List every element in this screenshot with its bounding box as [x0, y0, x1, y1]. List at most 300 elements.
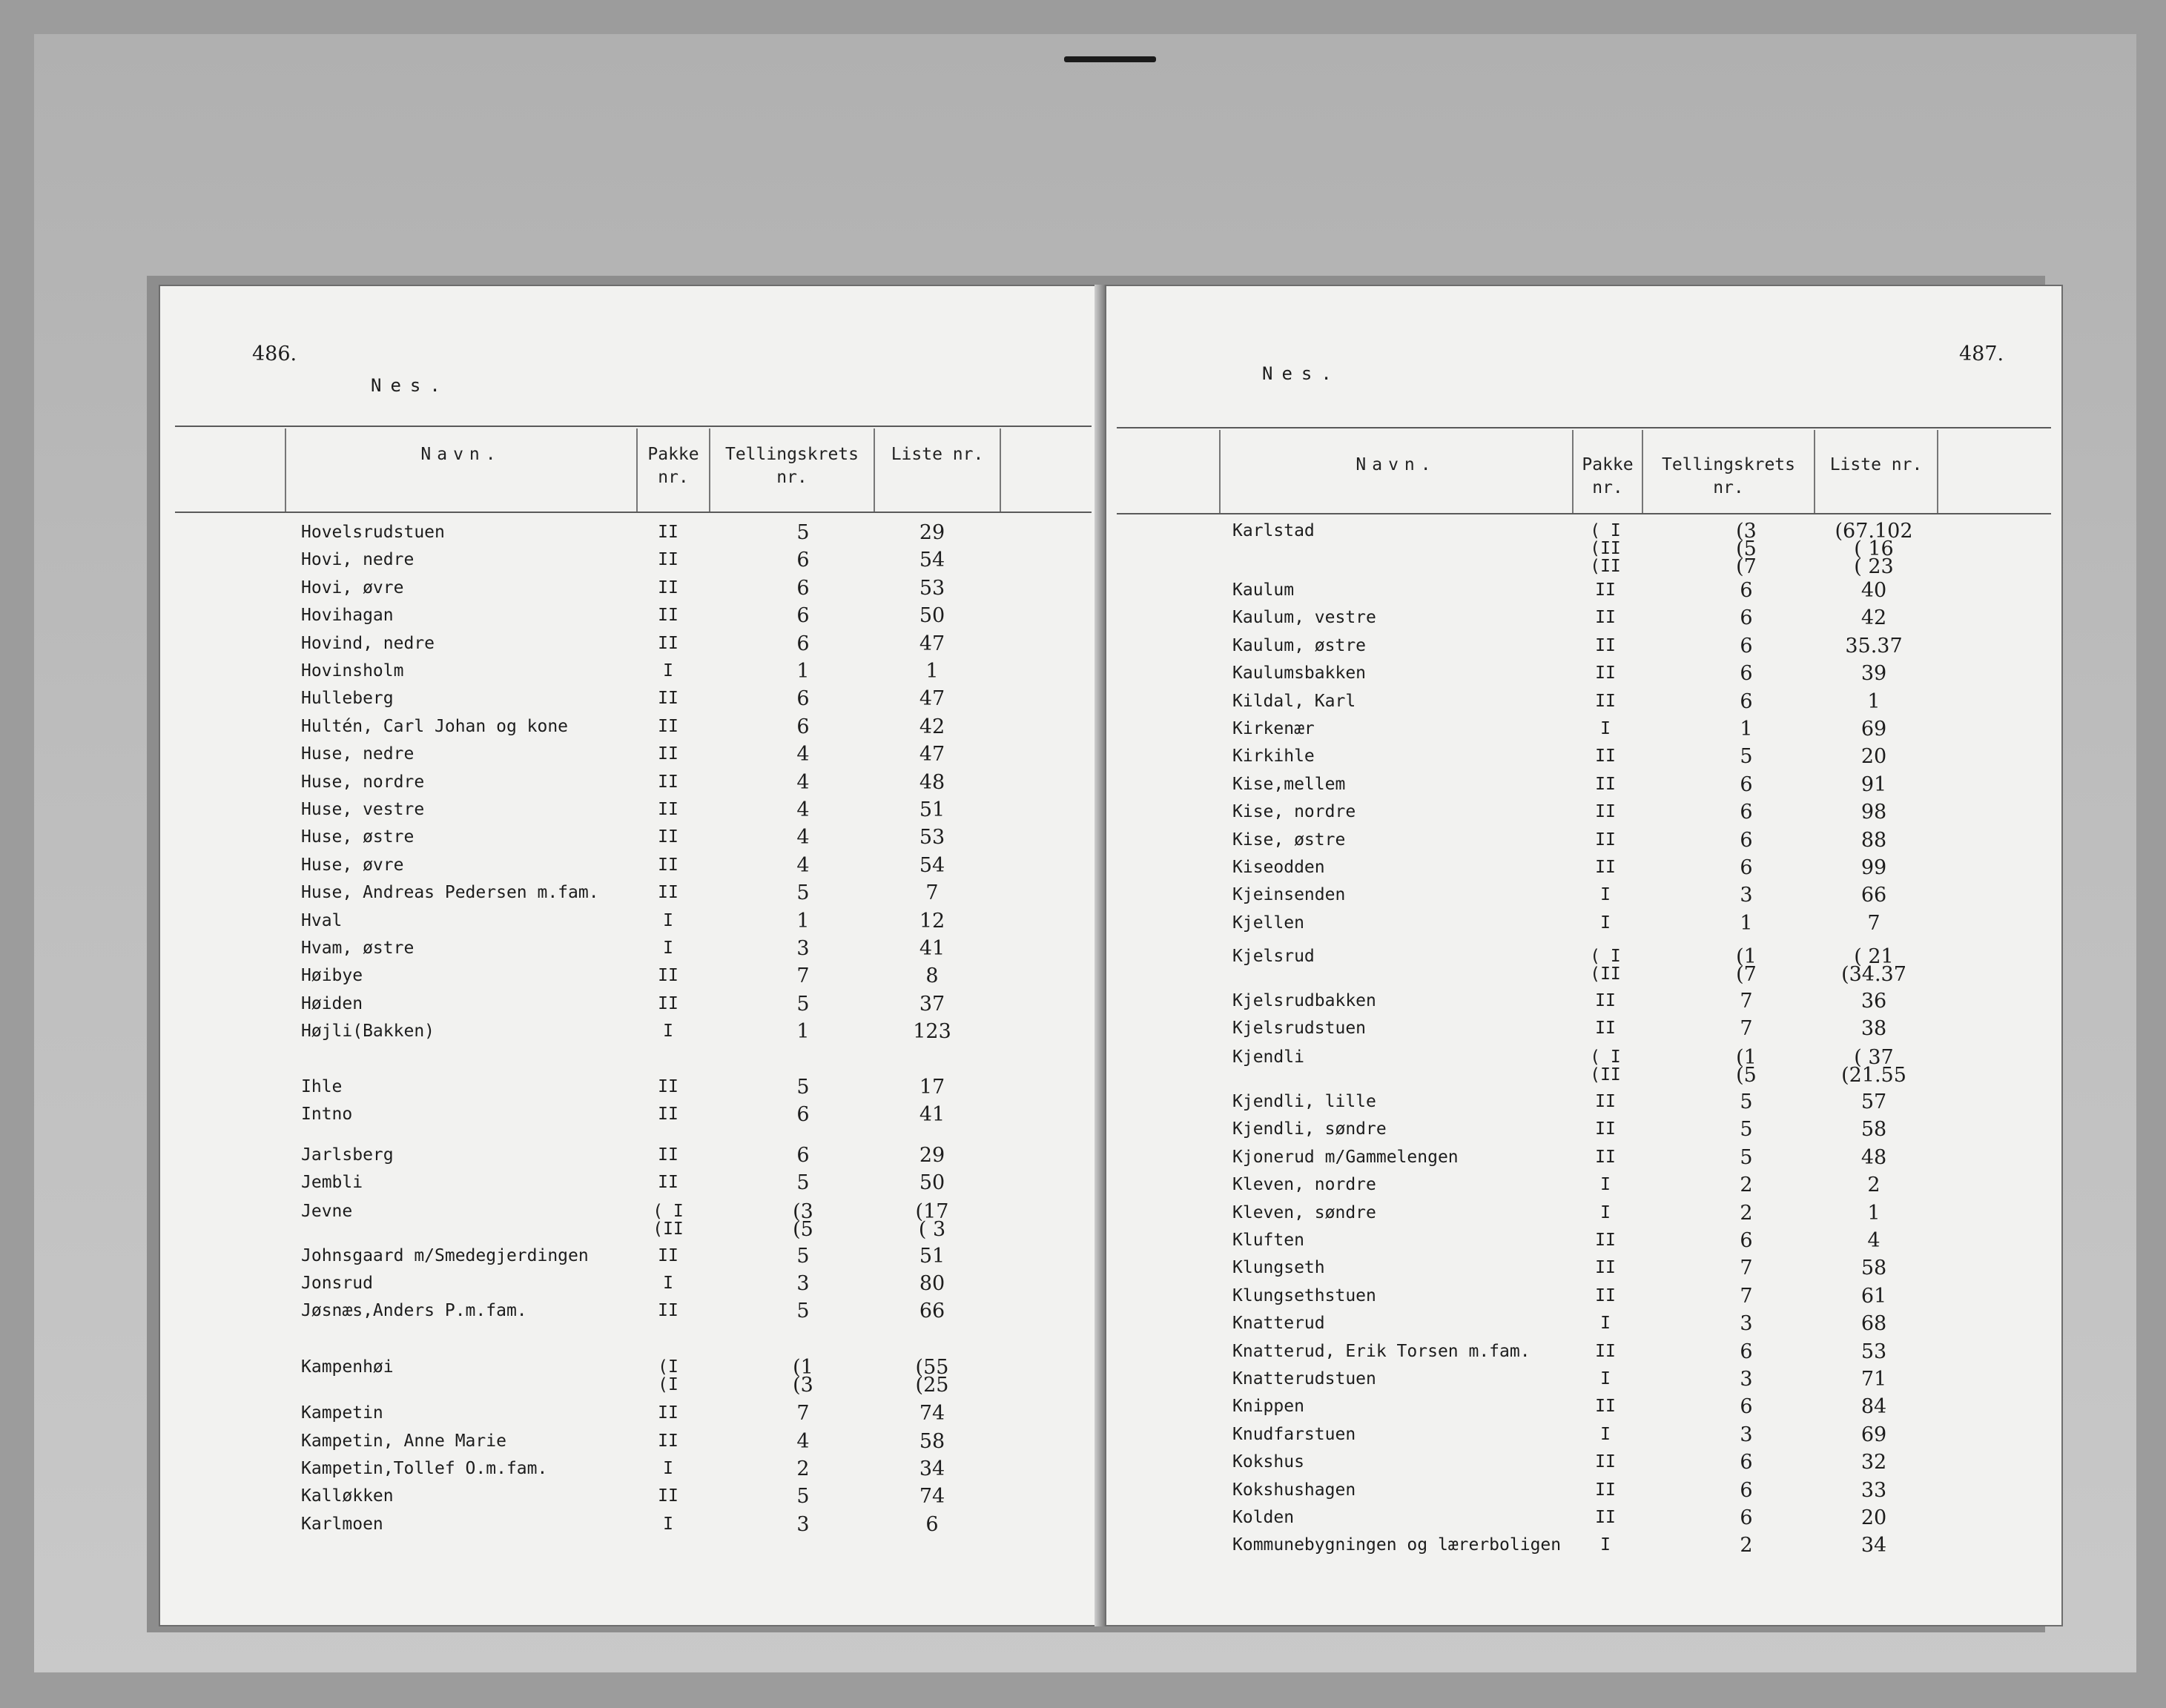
register-row — [1106, 1338, 2061, 1366]
entry-name: Hovinsholm — [301, 661, 404, 681]
column-divider — [285, 428, 286, 512]
entry-pakke: II — [658, 1173, 678, 1192]
entry-pakke: I — [663, 1515, 673, 1534]
entry-pakke: ( I — [1590, 947, 1621, 966]
entry-liste: 29 — [919, 521, 945, 544]
entry-liste: 4 — [1867, 1229, 1881, 1252]
entry-name: Kise, østre — [1232, 830, 1346, 850]
entry-pakke: II — [658, 1403, 678, 1423]
location-heading: Nes. — [371, 375, 449, 396]
entry-tellingskrets: (3 — [793, 1374, 813, 1397]
header-pakke: Pakke nr. — [1582, 455, 1634, 497]
entry-tellingskrets: (7 — [1736, 555, 1757, 578]
entry-name: Knatterud, Erik Torsen m.fam. — [1232, 1342, 1531, 1361]
entry-pakke: II — [1595, 1231, 1616, 1250]
entry-liste: (34.37 — [1841, 963, 1906, 986]
entry-tellingskrets: 1 — [796, 1020, 810, 1043]
entry-name: Kokshus — [1232, 1452, 1304, 1472]
entry-pakke: I — [1600, 1369, 1611, 1388]
entry-pakke: II — [1595, 1342, 1616, 1361]
entry-name: Kleven, nordre — [1232, 1175, 1376, 1194]
entry-liste: 47 — [919, 632, 945, 655]
entry-liste: 48 — [1860, 1146, 1887, 1169]
register-row — [160, 1400, 1102, 1427]
entry-pakke: II — [658, 578, 678, 598]
entry-pakke: I — [663, 911, 673, 930]
entry-pakke: II — [1595, 1092, 1616, 1111]
entry-pakke: II — [1595, 1119, 1616, 1139]
register-row — [160, 1455, 1102, 1483]
register-row — [160, 1297, 1102, 1325]
entry-liste: 54 — [919, 854, 945, 877]
register-row — [1106, 632, 2061, 660]
entry-pakke: II — [658, 827, 678, 847]
entry-name: Hultén, Carl Johan og kone — [301, 717, 569, 736]
register-row — [160, 907, 1102, 935]
entry-tellingskrets: 6 — [1740, 1395, 1753, 1418]
entry-pakke: II — [1595, 1258, 1616, 1277]
entry-tellingskrets: 6 — [796, 715, 810, 738]
register-row — [1106, 1015, 2061, 1042]
header-name: Navn. — [1356, 455, 1437, 474]
entry-tellingskrets: 3 — [1740, 884, 1753, 907]
entry-pakke: II — [1595, 830, 1616, 850]
entry-liste: ( 21 — [1854, 945, 1894, 968]
register-row — [1106, 1199, 2061, 1227]
register-row — [1106, 660, 2061, 687]
entry-pakke: II — [658, 744, 678, 764]
entry-tellingskrets: 3 — [796, 937, 810, 960]
entry-name: Kleven, søndre — [1232, 1203, 1376, 1222]
entry-tellingskrets: 4 — [796, 826, 810, 849]
register-row — [1106, 604, 2061, 632]
entry-liste: (17 — [915, 1200, 949, 1223]
entry-liste: 37 — [919, 993, 945, 1016]
entry-liste: 1 — [925, 660, 939, 683]
entry-pakke: II — [1595, 858, 1616, 877]
entry-name: Hvam, østre — [301, 939, 415, 958]
entry-pakke: II — [658, 1246, 678, 1265]
entry-liste: (55 — [915, 1356, 949, 1379]
register-row — [1106, 1449, 2061, 1476]
entry-tellingskrets: 7 — [1740, 1257, 1753, 1280]
entry-tellingskrets: 2 — [1740, 1534, 1753, 1557]
entry-name: Kjelsrudbakken — [1232, 991, 1376, 1010]
register-row — [160, 824, 1102, 851]
page-number: 487. — [1959, 342, 2004, 365]
register-row — [1106, 1062, 2061, 1089]
entry-pakke: II — [1595, 991, 1616, 1010]
entry-name: Huse, østre — [301, 827, 415, 847]
entry-tellingskrets: 7 — [796, 1402, 810, 1425]
register-row — [1106, 1144, 2061, 1171]
entry-pakke: I — [1600, 719, 1611, 738]
entry-pakke: II — [1595, 1397, 1616, 1416]
entry-name: Huse, nedre — [301, 744, 415, 764]
register-row — [1106, 1504, 2061, 1532]
entry-tellingskrets: 4 — [796, 743, 810, 766]
entry-pakke: II — [1595, 608, 1616, 627]
entry-pakke: I — [663, 1459, 673, 1478]
entry-name: Kise, nordre — [1232, 802, 1356, 821]
entry-tellingskrets: 1 — [796, 910, 810, 933]
entry-tellingskrets: 3 — [1740, 1368, 1753, 1391]
page-number: 486. — [252, 342, 297, 365]
entry-liste: 8 — [925, 964, 939, 987]
entry-tellingskrets: 2 — [796, 1457, 810, 1480]
entry-tellingskrets: 6 — [796, 687, 810, 710]
entry-pakke: I — [1600, 1314, 1611, 1333]
entry-pakke: II — [1595, 775, 1616, 794]
entry-pakke: II — [1595, 1019, 1616, 1038]
entry-pakke: II — [658, 1145, 678, 1165]
entry-tellingskrets: 3 — [1740, 1312, 1753, 1335]
entry-tellingskrets: (5 — [1736, 537, 1757, 560]
entry-name: Hovi, nedre — [301, 550, 415, 569]
entry-liste: 20 — [1860, 1506, 1887, 1529]
entry-tellingskrets: 5 — [1740, 745, 1753, 768]
entry-name: Jevne — [301, 1202, 353, 1221]
entry-name: Kokshushagen — [1232, 1480, 1356, 1500]
entry-pakke: II — [658, 717, 678, 736]
entry-tellingskrets: 5 — [796, 1076, 810, 1099]
entry-liste: 2 — [1867, 1174, 1881, 1196]
entry-liste: 80 — [919, 1272, 945, 1295]
entry-liste: 48 — [919, 771, 945, 794]
entry-pakke: II — [658, 689, 678, 708]
entry-liste: 123 — [913, 1020, 951, 1043]
entry-liste: 12 — [919, 910, 945, 933]
entry-pakke: I — [1600, 1535, 1611, 1555]
register-row — [160, 1483, 1102, 1510]
entry-name: Hovelsrudstuen — [301, 523, 445, 542]
entry-name: Hulleberg — [301, 689, 394, 708]
entry-liste: 58 — [1860, 1118, 1887, 1141]
register-row — [160, 1101, 1102, 1128]
entry-name: Kampenhøi — [301, 1357, 394, 1377]
register-row — [160, 575, 1102, 602]
entry-liste: 33 — [1860, 1479, 1887, 1502]
entry-tellingskrets: 6 — [1740, 1506, 1753, 1529]
entry-pakke: II — [1595, 1286, 1616, 1305]
entry-pakke: I — [663, 661, 673, 681]
entry-tellingskrets: 6 — [796, 632, 810, 655]
register-row — [1106, 1282, 2061, 1310]
entry-tellingskrets: 6 — [796, 577, 810, 600]
register-row — [160, 1371, 1102, 1399]
entry-liste: 53 — [919, 826, 945, 849]
entry-liste: 69 — [1860, 1423, 1887, 1446]
entry-tellingskrets: 6 — [796, 1103, 810, 1126]
entry-name: Kaulum — [1232, 580, 1295, 600]
entry-pakke: (II — [1590, 964, 1621, 984]
entry-pakke: I — [1600, 1425, 1611, 1444]
entry-pakke: II — [658, 634, 678, 653]
register-row — [1106, 1171, 2061, 1199]
register-row — [160, 685, 1102, 712]
entry-name: Huse, øvre — [301, 855, 404, 875]
entry-name: Kampetin,Tollef O.m.fam. — [301, 1459, 548, 1478]
entry-name: Jarlsberg — [301, 1145, 394, 1165]
register-row — [1106, 910, 2061, 937]
register-row — [160, 658, 1102, 685]
entry-tellingskrets: 6 — [1740, 1451, 1753, 1474]
entry-tellingskrets: 6 — [1740, 829, 1753, 852]
entry-pakke: II — [658, 800, 678, 819]
entry-liste: ( 37 — [1854, 1046, 1894, 1069]
register-row — [160, 1511, 1102, 1538]
entry-name: Kildal, Karl — [1232, 692, 1356, 711]
entry-liste: 47 — [919, 687, 945, 710]
register-row — [160, 962, 1102, 990]
entry-pakke: II — [1595, 636, 1616, 655]
location-heading: Nes. — [1262, 363, 1341, 384]
entry-tellingskrets: 7 — [1740, 1285, 1753, 1308]
register-row — [1106, 1116, 2061, 1143]
register-row — [160, 546, 1102, 574]
entry-name: Kjeinsenden — [1232, 885, 1346, 904]
register-row — [160, 1216, 1102, 1243]
right-page — [1105, 285, 2063, 1626]
entry-pakke: ( I — [653, 1202, 684, 1221]
entry-liste: 6 — [925, 1513, 939, 1536]
entry-pakke: II — [658, 966, 678, 985]
entry-tellingskrets: 6 — [796, 1144, 810, 1167]
entry-name: Intno — [301, 1105, 353, 1124]
entry-liste: 7 — [925, 881, 939, 904]
entry-tellingskrets: 5 — [796, 521, 810, 544]
entry-tellingskrets: 6 — [1740, 1340, 1753, 1363]
entry-pakke: II — [1595, 747, 1616, 766]
entry-liste: 34 — [1860, 1534, 1887, 1557]
register-row — [1106, 798, 2061, 826]
entry-liste: 7 — [1867, 912, 1881, 935]
entry-liste: 71 — [1860, 1368, 1887, 1391]
entry-liste: 1 — [1867, 690, 1881, 713]
entry-pakke: (I — [658, 1357, 678, 1377]
register-row — [1106, 987, 2061, 1015]
entry-pakke: II — [1595, 692, 1616, 711]
entry-name: Knatterud — [1232, 1314, 1325, 1333]
entry-tellingskrets: 5 — [1740, 1090, 1753, 1113]
entry-tellingskrets: 6 — [1740, 635, 1753, 658]
entry-pakke: II — [658, 1077, 678, 1096]
entry-pakke: II — [658, 1105, 678, 1124]
entry-liste: 36 — [1860, 990, 1887, 1013]
entry-pakke: II — [658, 523, 678, 542]
entry-name: Kjelsrudstuen — [1232, 1019, 1367, 1038]
entry-name: Højli(Bakken) — [301, 1022, 435, 1041]
entry-name: Kise,mellem — [1232, 775, 1346, 794]
entry-name: Høibye — [301, 966, 363, 985]
entry-pakke: I — [663, 1274, 673, 1293]
entry-liste: 39 — [1860, 662, 1887, 685]
register-row — [160, 1018, 1102, 1045]
entry-tellingskrets: 6 — [1740, 801, 1753, 824]
column-divider — [874, 428, 875, 512]
entry-tellingskrets: 7 — [1740, 990, 1753, 1013]
entry-tellingskrets: 6 — [1740, 1479, 1753, 1502]
entry-tellingskrets: 4 — [796, 1430, 810, 1453]
entry-tellingskrets: 7 — [1740, 1017, 1753, 1040]
register-row — [160, 1073, 1102, 1101]
entry-tellingskrets: (1 — [1736, 1046, 1757, 1069]
entry-name: Kampetin, Anne Marie — [301, 1431, 506, 1451]
entry-pakke: II — [1595, 1148, 1616, 1167]
entry-pakke: I — [1600, 913, 1611, 933]
entry-liste: 61 — [1860, 1285, 1887, 1308]
header-tellingskrets: Tellingskrets nr. — [1661, 455, 1795, 497]
register-row — [160, 852, 1102, 879]
entry-name: Kalløkken — [301, 1486, 394, 1506]
entry-name: Kaulum, østre — [1232, 636, 1367, 655]
entry-liste: 53 — [1860, 1340, 1887, 1363]
entry-name: Jonsrud — [301, 1274, 373, 1293]
entry-tellingskrets: 6 — [1740, 662, 1753, 685]
entry-liste: 51 — [919, 1245, 945, 1268]
entry-tellingskrets: (7 — [1736, 963, 1757, 986]
entry-liste: 1 — [1867, 1202, 1881, 1225]
register-row — [1106, 881, 2061, 909]
entry-pakke: II — [1595, 1480, 1616, 1500]
entry-liste: 17 — [919, 1076, 945, 1099]
entry-liste: 74 — [919, 1402, 945, 1425]
register-row — [1106, 961, 2061, 988]
entry-pakke: (II — [653, 1219, 684, 1239]
entry-tellingskrets: (5 — [793, 1218, 813, 1241]
register-row — [1106, 577, 2061, 604]
entry-tellingskrets: 5 — [796, 1245, 810, 1268]
entry-pakke: I — [1600, 1175, 1611, 1194]
header-top-rule — [175, 426, 1092, 427]
entry-liste: 29 — [919, 1144, 945, 1167]
entry-pakke: I — [1600, 885, 1611, 904]
entry-tellingskrets: 5 — [796, 1485, 810, 1508]
register-row — [1106, 1254, 2061, 1282]
entry-tellingskrets: 1 — [796, 660, 810, 683]
register-row — [1106, 1366, 2061, 1393]
entry-pakke: II — [658, 1486, 678, 1506]
entry-name: Kjendli — [1232, 1047, 1304, 1067]
entry-tellingskrets: 5 — [796, 881, 810, 904]
entry-tellingskrets: 3 — [796, 1272, 810, 1295]
entry-liste: 91 — [1860, 773, 1887, 796]
register-row — [160, 519, 1102, 546]
entry-name: Kluften — [1232, 1231, 1304, 1250]
entry-pakke: II — [658, 1431, 678, 1451]
entry-liste: 32 — [1860, 1451, 1887, 1474]
entry-tellingskrets: 6 — [796, 549, 810, 572]
entry-pakke: (I — [658, 1375, 678, 1394]
entry-liste: 40 — [1860, 579, 1887, 602]
entry-liste: 84 — [1860, 1395, 1887, 1418]
entry-name: Knippen — [1232, 1397, 1304, 1416]
entry-tellingskrets: (3 — [1736, 520, 1757, 543]
entry-tellingskrets: 6 — [1740, 1229, 1753, 1252]
register-row — [160, 990, 1102, 1018]
entry-tellingskrets: (3 — [793, 1200, 813, 1223]
entry-liste: (67.102 — [1835, 520, 1913, 543]
register-row — [160, 796, 1102, 824]
entry-tellingskrets: 1 — [1740, 912, 1753, 935]
entry-pakke: (II — [1590, 557, 1621, 576]
entry-name: Jembli — [301, 1173, 363, 1192]
entry-tellingskrets: 4 — [796, 854, 810, 877]
entry-liste: 98 — [1860, 801, 1887, 824]
entry-tellingskrets: 5 — [796, 1300, 810, 1323]
entry-pakke: II — [658, 855, 678, 875]
entry-tellingskrets: 2 — [1740, 1202, 1753, 1225]
entry-liste: ( 23 — [1854, 555, 1894, 578]
entry-name: Johnsgaard m/Smedegjerdingen — [301, 1246, 589, 1265]
register-row — [1106, 1393, 2061, 1420]
entry-tellingskrets: 6 — [796, 604, 810, 627]
entry-name: Kirkihle — [1232, 747, 1315, 766]
entry-pakke: ( I — [1590, 1047, 1621, 1067]
entry-liste: 53 — [919, 577, 945, 600]
entry-tellingskrets: (5 — [1736, 1064, 1757, 1087]
entry-tellingskrets: 7 — [796, 964, 810, 987]
register-row — [1106, 1310, 2061, 1337]
entry-name: Hovi, øvre — [301, 578, 404, 598]
entry-name: Karlstad — [1232, 521, 1315, 540]
entry-tellingskrets: 6 — [1740, 690, 1753, 713]
register-row — [160, 1169, 1102, 1196]
entry-pakke: II — [658, 606, 678, 625]
entry-liste: 66 — [919, 1300, 945, 1323]
entry-liste: 58 — [919, 1430, 945, 1453]
entry-pakke: I — [1600, 1203, 1611, 1222]
header-name: Navn. — [420, 445, 502, 464]
entry-pakke: ( I — [1590, 521, 1621, 540]
entry-pakke: (II — [1590, 539, 1621, 558]
left-page — [159, 285, 1103, 1626]
entry-tellingskrets: 6 — [1740, 773, 1753, 796]
entry-liste: 38 — [1860, 1017, 1887, 1040]
entry-name: Klungseth — [1232, 1258, 1325, 1277]
entry-liste: 99 — [1860, 856, 1887, 879]
entry-tellingskrets: 2 — [1740, 1174, 1753, 1196]
entry-liste: 74 — [919, 1485, 945, 1508]
register-row — [1106, 771, 2061, 798]
entry-name: Høiden — [301, 994, 363, 1013]
entry-tellingskrets: 5 — [796, 1171, 810, 1194]
entry-tellingskrets: 4 — [796, 798, 810, 821]
header-liste: Liste nr. — [891, 445, 984, 464]
entry-liste: ( 16 — [1854, 537, 1894, 560]
entry-liste: (21.55 — [1841, 1064, 1906, 1087]
header-bottom-rule — [1117, 513, 2051, 514]
entry-liste: ( 3 — [918, 1218, 946, 1241]
entry-name: Jøsnæs,Anders P.m.fam. — [301, 1301, 527, 1320]
header-tellingskrets: Tellingskrets nr. — [724, 445, 859, 487]
register-row — [1106, 854, 2061, 881]
entry-tellingskrets: 6 — [1740, 579, 1753, 602]
entry-name: Kommunebygningen og lærerboligen — [1232, 1535, 1562, 1555]
entry-tellingskrets: 5 — [1740, 1118, 1753, 1141]
register-row — [160, 769, 1102, 796]
register-row — [1106, 1088, 2061, 1116]
register-row — [160, 1242, 1102, 1270]
entry-tellingskrets: 6 — [1740, 856, 1753, 879]
entry-name: Kjonerud m/Gammelengen — [1232, 1148, 1459, 1167]
entry-tellingskrets: 5 — [1740, 1146, 1753, 1169]
entry-name: Huse, Andreas Pedersen m.fam. — [301, 883, 599, 902]
header-liste: Liste nr. — [1829, 455, 1923, 474]
entry-liste: 50 — [919, 1171, 945, 1194]
register-row — [1106, 715, 2061, 743]
entry-name: Kiseodden — [1232, 858, 1325, 877]
